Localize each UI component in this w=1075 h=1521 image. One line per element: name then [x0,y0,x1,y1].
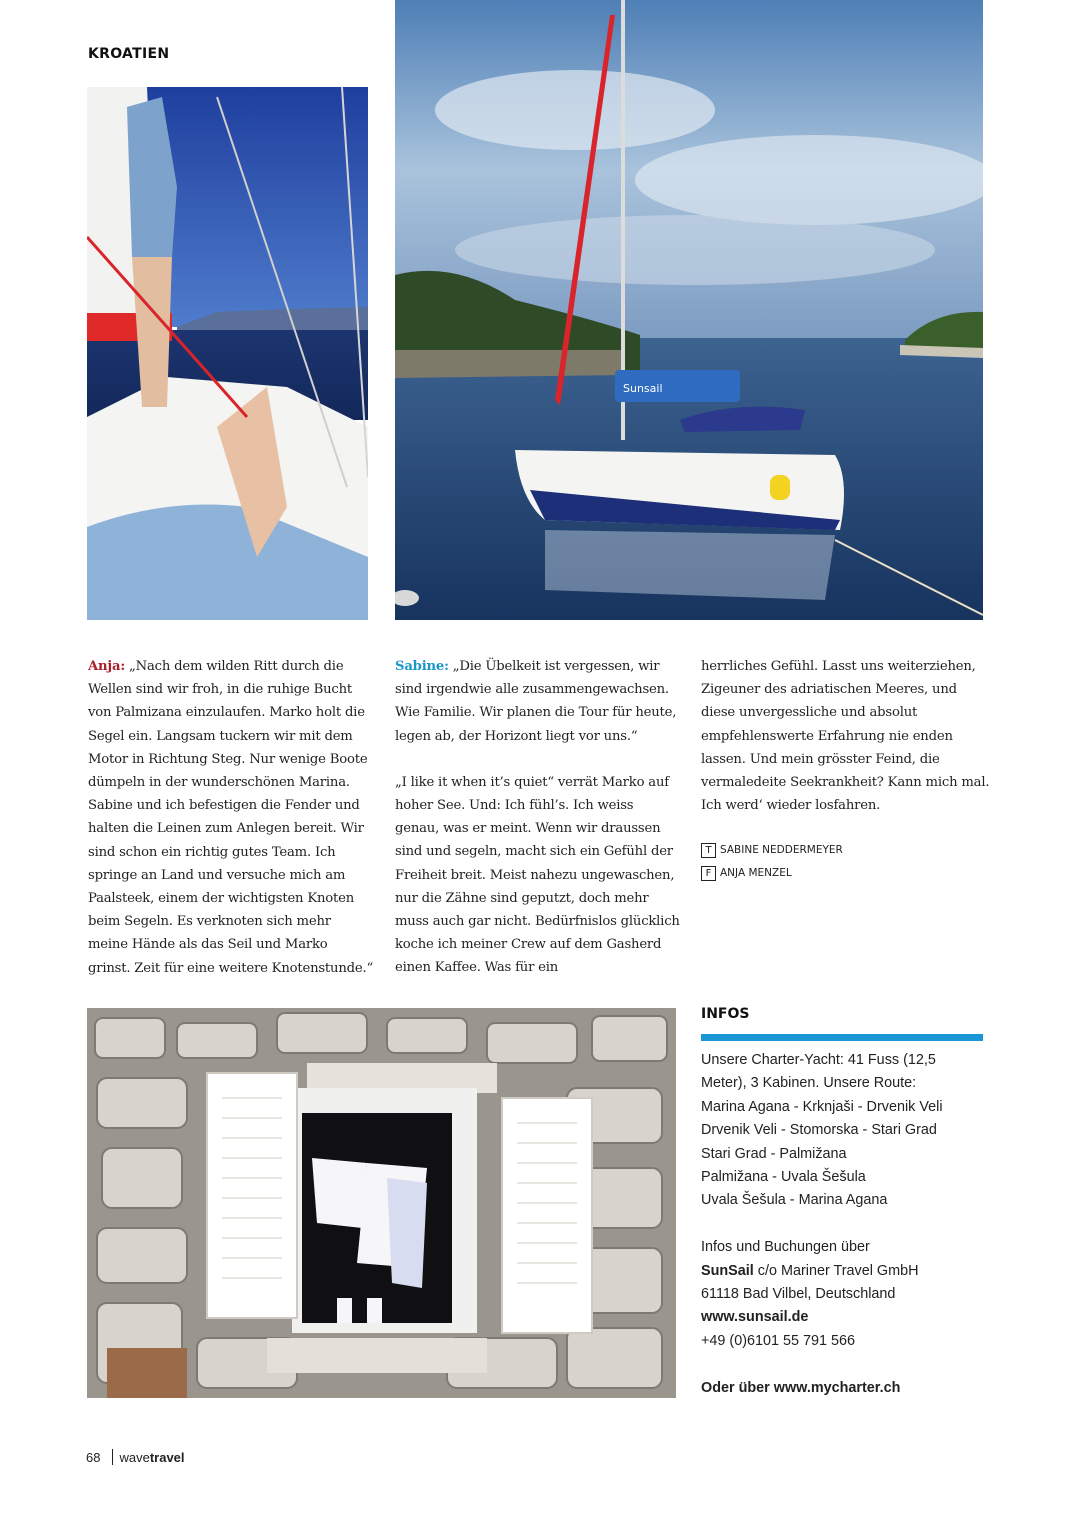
brand-light: wave [119,1449,150,1465]
alternative-booking-link[interactable]: Oder über www.mycharter.ch [701,1379,901,1396]
booking-address: 61118 Bad Vilbel, Deutschland [701,1286,896,1303]
company-brand: SunSail [701,1262,754,1279]
infos-box [701,1049,991,1400]
article-column-1 [88,655,373,980]
infos-yacht-line: Meter), 3 Kabinen. Unsere Route: [701,1075,917,1092]
brand-bold: travel [149,1449,185,1465]
window-laundry-photo [87,1008,676,1398]
speaker-label-sabine: Sabine: [395,659,449,674]
booking-company [701,1260,991,1283]
section-label: KROATIEN [88,46,170,62]
article-column-3 [701,655,991,817]
credit-name: ANJA MENZEL [720,867,792,879]
credit-key-box: F [701,866,716,881]
article-paragraph-anja [88,655,373,980]
infos-title: INFOS [701,1006,750,1022]
yacht-bay-photo [395,0,983,620]
booking-intro: Infos und Buchungen über [701,1239,870,1256]
paragraph-text: „Nach dem wilden Ritt durch die Wellen sind wir froh, in die ruhige Bucht von Palmizana einzulaufen. Marko holt die Segel ein. Langsam tuckern wir mit dem Motor in Richtung Steg. Nur wenige Boote dümpeln in der wunderschönen Marina. Sabine und ich befestigen die Fender und halten die Leinen zum Anlegen bereit. Wir sind schon ein richtig gutes Team. Ich springe an Land und versuche mich am Paalsteek, einem der wichtigsten Knoten beim Segeln. Es verknoten sich mehr meine Hände als das Seil und Marko grinst. Zeit für eine weitere Knotenstunde.“ [88,659,373,976]
sunsail-sail-logo: Sunsail [623,382,663,395]
credit-photo [701,863,843,883]
infos-yacht-line: Unsere Charter-Yacht: 41 Fuss (12,5 [701,1052,936,1068]
infos-accent-rule [701,1034,983,1041]
phone-number: +49 (0)6101 55 791 566 [701,1332,856,1349]
article-paragraph: herrliches Gefühl. Lasst uns weiterziehen, Zigeuner des adriatischen Meeres, und diese unvergessliche und absolut empfehlenswerte Erfahrung nie enden lassen. Und mein grösster Feind, die vermaledeite Seekrankheit? Kann mich mal. Ich werd‘ wieder losfahren. [701,659,990,814]
credits [701,840,843,886]
website-link[interactable]: www.sunsail.de [701,1309,809,1326]
route-item: Stari Grad - Palmižana [701,1145,847,1162]
company-rest: c/o Mariner Travel GmbH [753,1262,919,1279]
sailing-deck-photo [87,87,368,620]
article-paragraph-sabine [395,655,680,748]
article-column-2 [395,655,680,980]
route-item: Palmižana - Uvala Šešula [701,1169,866,1186]
footer-divider [112,1449,113,1465]
page-number: 68 [86,1449,101,1465]
route-item: Marina Agana - Krknjaši - Drvenik Veli [701,1098,943,1115]
paragraph-text: „Die Übelkeit ist vergessen, wir sind irgendwie alle zusammengewachsen. Wie Familie. Wir planen die Tour für heute, legen ab, der Horizont liegt vor uns.“ [395,659,677,744]
credit-key-box: T [701,843,716,858]
route-item: Drvenik Veli - Stomorska - Stari Grad [701,1122,937,1139]
page-footer [86,1449,185,1465]
route-item: Uvala Šešula - Marina Agana [701,1192,888,1209]
speaker-label-anja: Anja: [88,659,126,674]
credit-name: SABINE NEDDERMEYER [720,844,843,856]
article-paragraph: „I like it when it’s quiet“ verrät Marko auf hoher See. Und: Ich fühl’s. Ich weiss genau, was er meint. Wenn wir draussen sind und segeln, macht sich ein Gefühl der Freiheit breit. Meist nahezu ungewaschen, nur die Zähne sind geputzt, doch mehr muss auch gar nicht. Bedürfnislos glücklich koche ich meiner Crew auf dem Gasherd einen Kaffee. Was für ein [395,774,680,976]
magazine-brand [119,1450,184,1465]
credit-text [701,840,843,860]
